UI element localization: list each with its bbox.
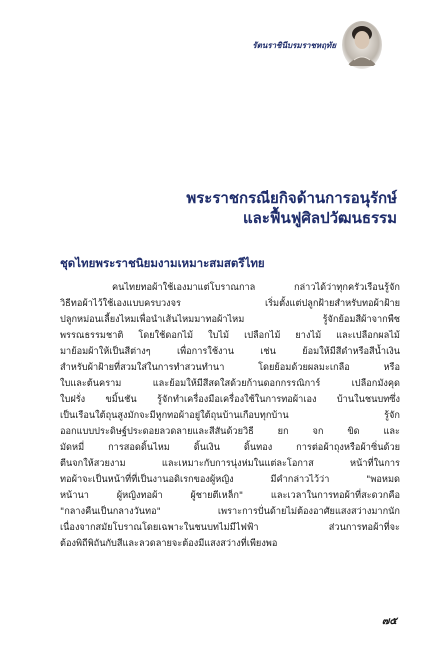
header-caption: รัตนราชินีบรมราชหฤทัย — [252, 41, 336, 50]
body-line: สำหรับผ้าฝ้ายที่สวมใส่ในการทำสวนทำนา โดยย้อมด้วยผลมะเกลือ หรือ — [60, 362, 400, 373]
body-line: ใบฝรั่ง ขมิ้นชัน รู้จักทำเครื่องมือเครื่องใช้ในการทอผ้าเอง บ้านในชนบทซึ่ง — [60, 394, 400, 405]
portrait-icon — [341, 20, 383, 70]
page-header — [0, 20, 432, 70]
body-line: ออกแบบประดิษฐ์ประดอยลวดลายและสีสันด้วยวิธี ยก จก ขิด และ — [60, 426, 400, 437]
chapter-title-line-1: พระราชกรณียกิจด้านการอนุรักษ์ — [186, 189, 397, 207]
body-line: ตีนจกให้สวยงาม และเหมาะกับการนุ่งห่มในแต่ละโอกาส หน้าที่ในการ — [60, 458, 400, 469]
page-number: ๗๕ — [381, 616, 397, 627]
body-line: "กลางคืนเป็นกลางวันทอ" เพราะการปั่นด้ายไม่ต้องอาศัยแสงสว่างมากนัก — [60, 506, 400, 517]
body-line: วิธีทอผ้าไว้ใช้เองแบบครบวงจร เริ่มตั้งแต่ปลูกฝ้ายสำหรับทอผ้าฝ้าย — [60, 298, 400, 309]
body-line: เนื่องจากสมัยโบราณโดยเฉพาะในชนบทไม่มีไฟฟ้า ส่วนการทอผ้าที่จะ — [60, 522, 400, 533]
portrait-image — [341, 20, 383, 70]
body-line: คนไทยทอผ้าใช้เองมาแต่โบราณกาล กล่าวได้ว่าทุกครัวเรือนรู้จัก — [112, 282, 400, 293]
body-line: มัดหมี่ การสอดดิ้นไหม ดิ้นเงิน ดิ้นทอง การต่อผ้าถุงหรือผ้าซิ่นด้วย — [60, 442, 400, 453]
body-line: ต้องพิถีพิถันกับสีและลวดลายจะต้องมีแสงสว่างที่เพียงพอ — [60, 538, 278, 549]
body-line: หน้านา ผู้หญิงทอผ้า ผู้ชายตีเหล็ก" และเวลาในการทอผ้าที่สะดวกคือ — [60, 490, 400, 501]
section-heading: ชุดไทยพระราชนิยมงามเหมาะสมสตรีไทย — [60, 256, 265, 270]
body-line: พรรณธรรมชาติ โดยใช้ดอกไม้ ใบไม้ เปลือกไม้ ยางไม้ และเปลือกผลไม้ — [60, 330, 400, 341]
body-line: ปลูกหม่อนเลี้ยงไหมเพื่อนำเส้นไหมมาทอผ้าไหม รู้จักย้อมสีผ้าจากพืช — [60, 314, 400, 325]
chapter-title-line-2: และฟื้นฟูศิลปวัฒนธรรม — [242, 209, 397, 227]
body-paragraph — [60, 280, 400, 552]
chapter-title — [186, 188, 397, 228]
body-line: เป็นเรือนใต้ถุนสูงมักจะมีหูกทอผ้าอยู่ใต้ถุนบ้านเกือบทุกบ้าน รู้จัก — [60, 410, 400, 421]
body-line: มาย้อมผ้าให้เป็นสีต่างๆ เพื่อการใช้งาน เช่น ย้อมให้มีสีดำหรือสีน้ำเงิน — [60, 346, 400, 357]
body-line: ทอผ้าจะเป็นหน้าที่ที่เป็นงานอดิเรกของผู้หญิง มีคำกล่าวไว้ว่า "พอหมด — [60, 474, 400, 485]
body-line: ใบและต้นคราม และย้อมให้มีสีสดใสด้วยก้านดอกกรรณิการ์ เปลือกมังคุด — [60, 378, 400, 389]
